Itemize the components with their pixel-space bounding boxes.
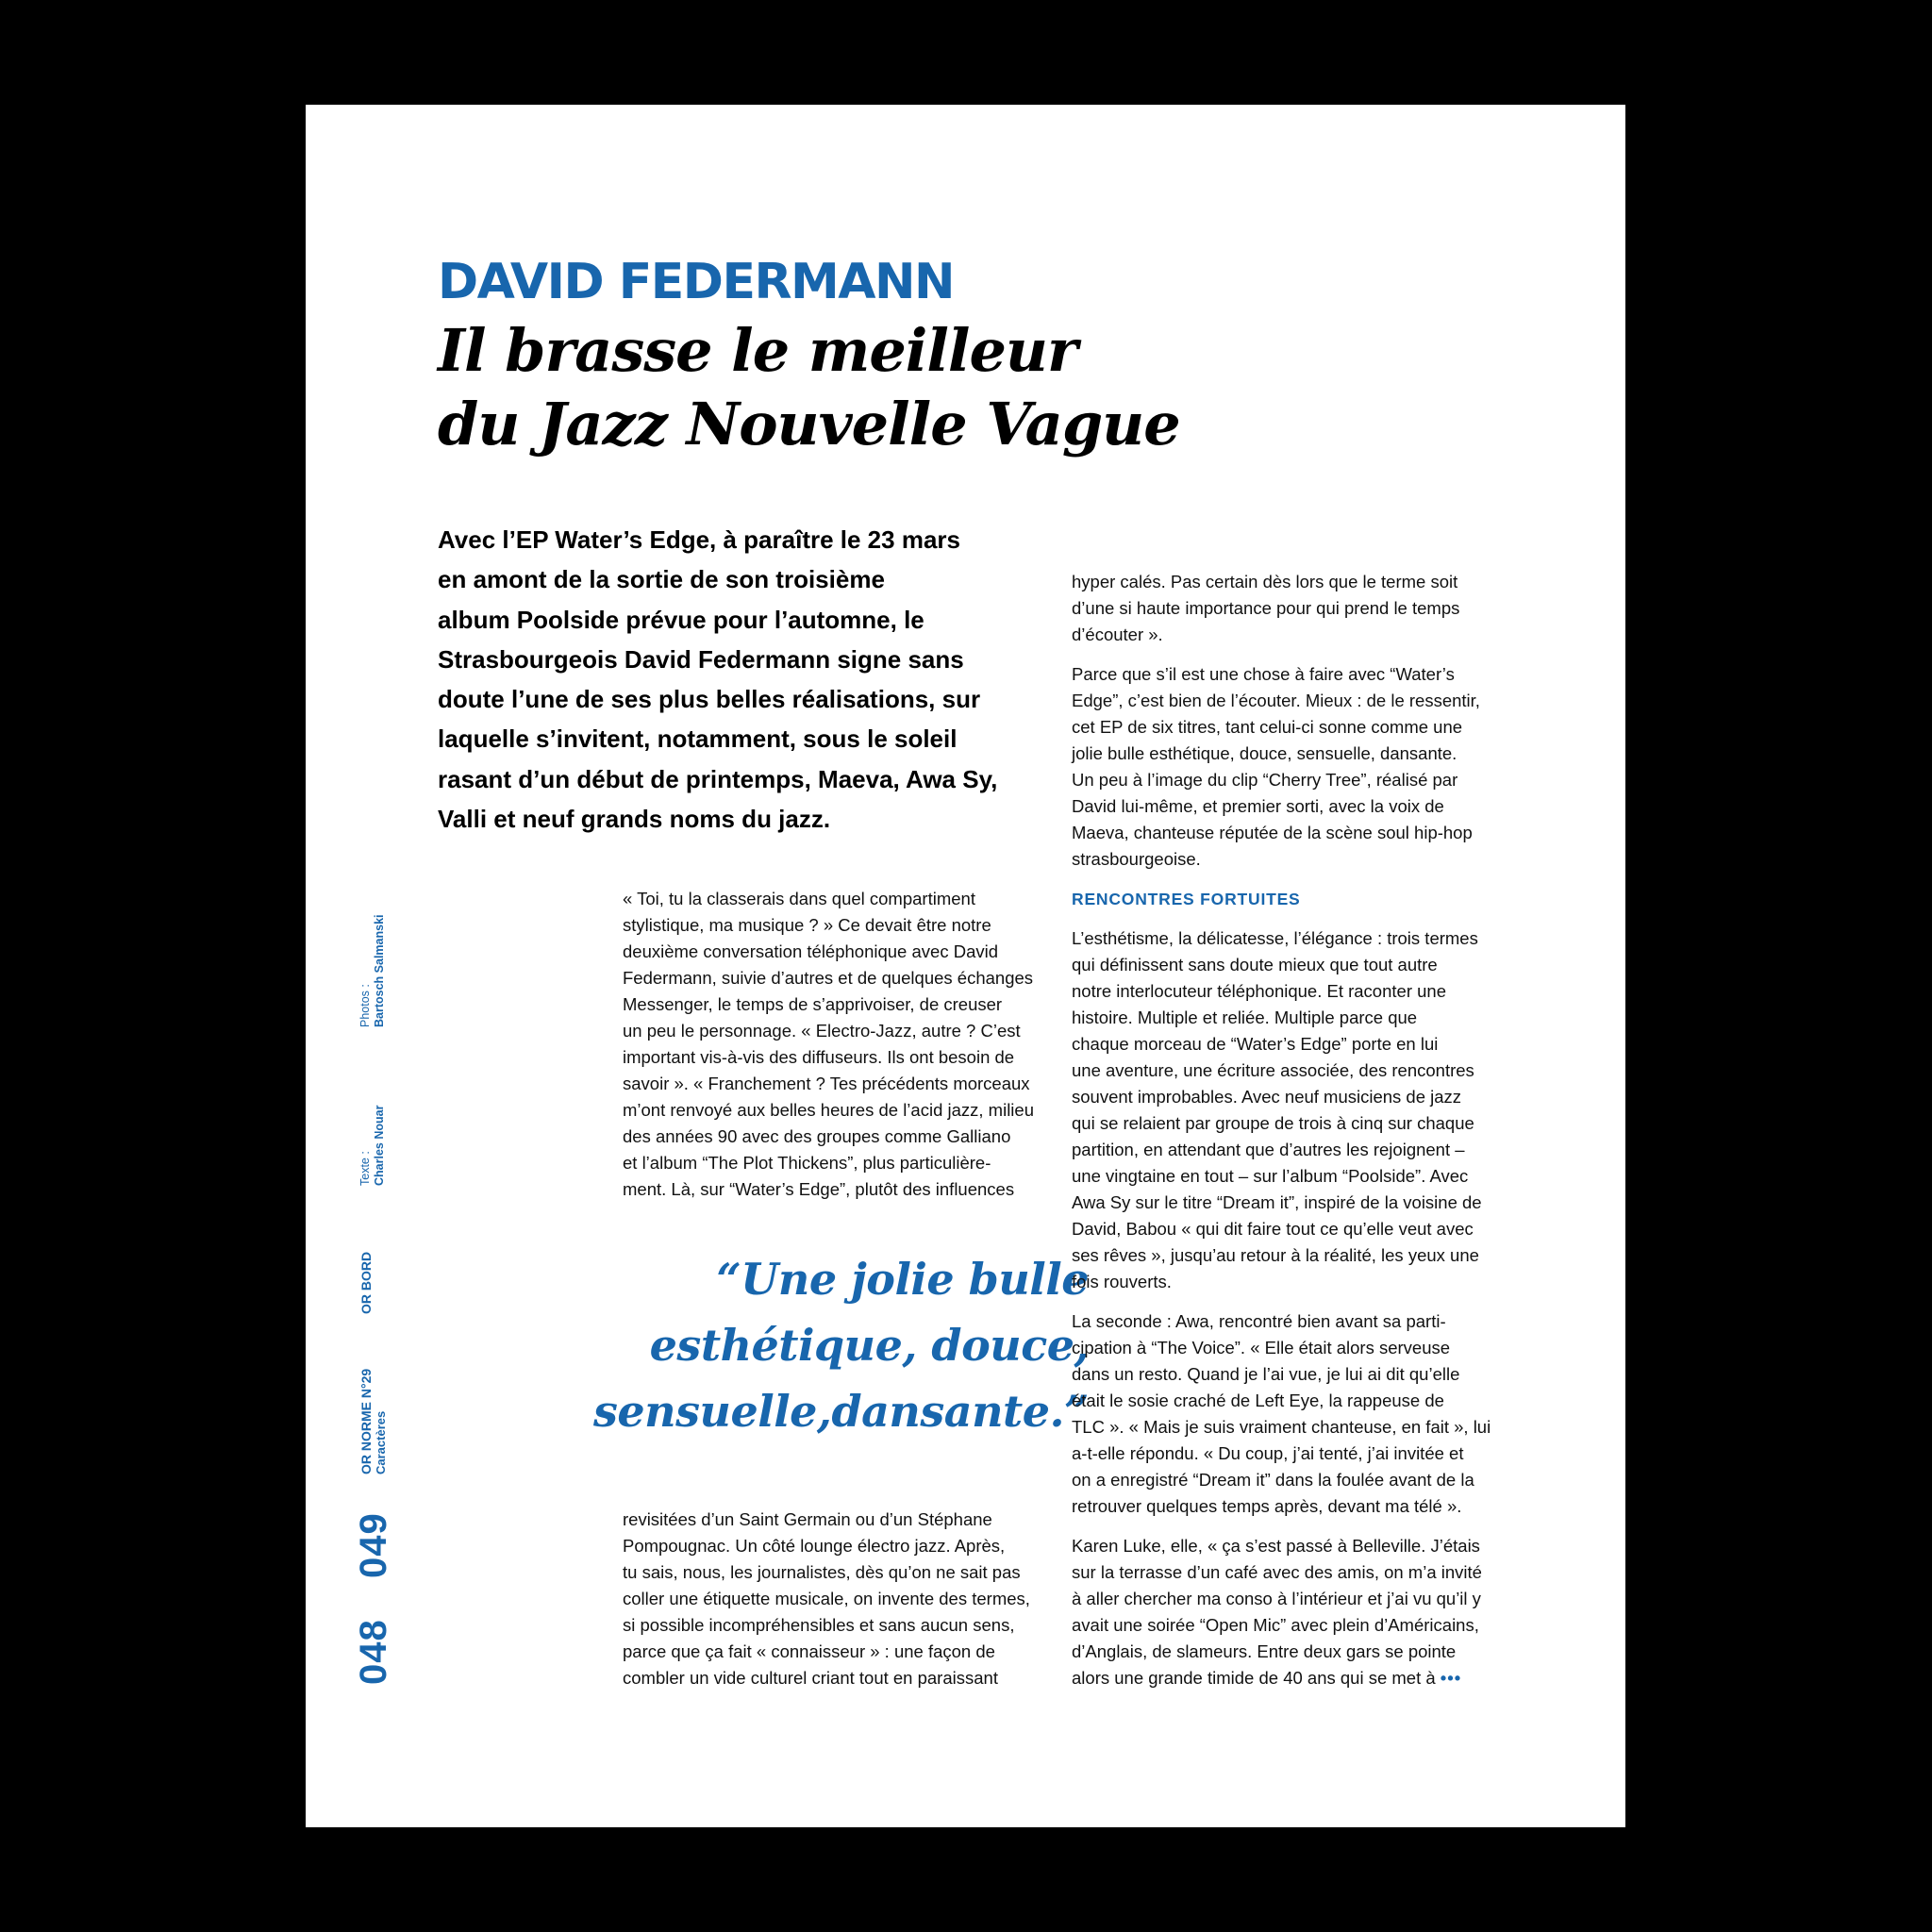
text-line: coller une étiquette musicale, on invente des termes, [623, 1589, 1030, 1608]
text-line: Un peu à l’image du clip “Cherry Tree”, réalisé par [1072, 770, 1458, 790]
text-line: Pompougnac. Un côté lounge électro jazz. Après, [623, 1536, 1006, 1556]
paragraph [623, 1507, 1066, 1691]
text-line: David, Babou « qui dit faire tout ce qu’elle veut avec [1072, 1219, 1474, 1239]
text-line: L’esthétisme, la délicatesse, l’élégance : trois termes [1072, 928, 1478, 948]
text-line: ment. Là, sur “Water’s Edge”, plutôt des influences [623, 1179, 1015, 1199]
magazine-issue [358, 1369, 389, 1474]
text-line: chaque morceau de “Water’s Edge” porte en lui [1072, 1034, 1439, 1054]
lead-line: rasant d’un début de printemps, Maeva, Awa Sy, [438, 764, 998, 793]
body-column-left-bottom [623, 1507, 1066, 1705]
paragraph [1072, 661, 1515, 873]
text-line: tu sais, nous, les journalistes, dès qu’on ne sait pas [623, 1562, 1021, 1582]
text-line: strasbourgeoise. [1072, 849, 1201, 869]
lead-line: doute l’une de ses plus belles réalisations, sur [438, 685, 981, 714]
paragraph [623, 886, 1066, 1203]
lead-line: Valli et neuf grands noms du jazz. [438, 805, 831, 834]
page-number-left: 048 [353, 1619, 394, 1685]
paragraph [1072, 1308, 1515, 1520]
paragraph [1072, 569, 1515, 648]
text-line: jolie bulle esthétique, douce, sensuelle, dansante. [1072, 743, 1457, 763]
section-label: OR BORD [358, 1251, 374, 1314]
page-number-right: 049 [353, 1512, 394, 1578]
pull-quote-line: sensuelle,dansante.” [593, 1386, 1089, 1437]
text-line: à aller chercher ma conso à l’intérieur et j’ai vu qu’il y [1072, 1589, 1481, 1608]
article-lead [438, 520, 1060, 839]
continue-marker-icon: ••• [1440, 1668, 1462, 1688]
text-credit [358, 1106, 387, 1186]
text-line: un peu le personnage. « Electro-Jazz, autre ? C’est [623, 1021, 1021, 1041]
text-line: combler un vide culturel criant tout en paraissant [623, 1668, 998, 1688]
text-line: d’une si haute importance pour qui prend le temps [1072, 598, 1460, 618]
text-line: m’ont renvoyé aux belles heures de l’acid jazz, milieu [623, 1100, 1034, 1120]
article-kicker: DAVID FEDERMANN [438, 254, 955, 310]
text-line: notre interlocuteur téléphonique. Et raconter une [1072, 981, 1446, 1001]
magazine-page [306, 105, 1625, 1827]
text-line: cet EP de six titres, tant celui-ci sonne comme une [1072, 717, 1463, 737]
text-line: David lui-même, et premier sorti, avec la voix de [1072, 796, 1444, 816]
magazine-issue-label: OR NORME N°29 [358, 1368, 374, 1474]
lead-line: en amont de la sortie de son troisième [438, 565, 885, 594]
text-line: d’Anglais, de slameurs. Entre deux gars se pointe [1072, 1641, 1457, 1661]
lead-line: laquelle s’invitent, notamment, sous le soleil [438, 724, 958, 754]
text-line: si possible incompréhensibles et sans aucun sens, [623, 1615, 1015, 1635]
text-line: ses rêves », jusqu’au retour à la réalité, les yeux une [1072, 1245, 1479, 1265]
pull-quote [485, 1246, 1089, 1444]
text-line: revisitées d’un Saint Germain ou d’un Stéphane [623, 1509, 992, 1529]
text-line: Parce que s’il est une chose à faire avec “Water’s [1072, 664, 1455, 684]
text-line: partition, en attendant que d’autres les rejoignent – [1072, 1140, 1465, 1159]
text-line: qui définissent sans doute mieux que tout autre [1072, 955, 1438, 974]
text-line: qui se relaient par groupe de trois à cinq sur chaque [1072, 1113, 1474, 1133]
lead-line: album Poolside prévue pour l’automne, le [438, 605, 924, 634]
body-column-right [1072, 569, 1515, 1705]
text-line: Edge”, c’est bien de l’écouter. Mieux : de le ressentir, [1072, 691, 1480, 710]
text-line: Federmann, suivie d’autres et de quelques échanges [623, 968, 1034, 988]
text-line: deuxième conversation téléphonique avec David [623, 941, 999, 961]
text-line: souvent improbables. Avec neuf musiciens de jazz [1072, 1087, 1462, 1107]
text-line: et l’album “The Plot Thickens”, plus particulière- [623, 1153, 991, 1173]
pull-quote-line: “Une jolie bulle [716, 1254, 1089, 1305]
paragraph [1072, 1533, 1515, 1691]
text-line: « Toi, tu la classerais dans quel compartiment [623, 889, 975, 908]
text-line: était le sosie craché de Left Eye, la rappeuse de [1072, 1391, 1444, 1410]
text-line [1072, 1665, 1515, 1691]
text-line: avait une soirée “Open Mic” avec plein d’Américains, [1072, 1615, 1479, 1635]
text-line: important vis-à-vis des diffuseurs. Ils ont besoin de [623, 1047, 1015, 1067]
title-line: du Jazz Nouvelle Vague [438, 390, 1180, 458]
text-line: La seconde : Awa, rencontré bien avant sa parti- [1072, 1311, 1446, 1331]
body-column-left-top [623, 886, 1066, 1216]
text-credit-name: Charles Nouar [373, 1105, 386, 1186]
text-line: Awa Sy sur le titre “Dream it”, inspiré de la voisine de [1072, 1192, 1482, 1212]
text-line: dans un resto. Quand je l’ai vue, je lui ai dit qu’elle [1072, 1364, 1460, 1384]
text-line: d’écouter ». [1072, 625, 1163, 644]
text-line: retrouver quelques temps après, devant ma télé ». [1072, 1496, 1462, 1516]
text-line: savoir ». « Franchement ? Tes précédents morceaux [623, 1074, 1030, 1093]
text-line: une vingtaine en tout – sur l’album “Poolside”. Avec [1072, 1166, 1469, 1186]
text-line: histoire. Multiple et reliée. Multiple parce que [1072, 1008, 1418, 1027]
text-line: TLC ». « Mais je suis vraiment chanteuse, en fait », lui [1072, 1417, 1491, 1437]
text-credit-label: Texte : [358, 1151, 372, 1186]
text-line: hyper calés. Pas certain dès lors que le terme soit [1072, 572, 1458, 591]
text-line: une aventure, une écriture associée, des rencontres [1072, 1060, 1474, 1080]
lead-line: Strasbourgeois David Federmann signe sans [438, 644, 964, 674]
magazine-issue-sub: Caractères [374, 1410, 388, 1474]
text-line: Messenger, le temps de s’apprivoiser, de creuser [623, 994, 1003, 1014]
text-line: cipation à “The Voice”. « Elle était alors serveuse [1072, 1338, 1451, 1357]
photo-credit-name: Bartosch Salmanski [373, 914, 386, 1027]
text-line: on a enregistré “Dream it” dans la foulée avant de la [1072, 1470, 1474, 1490]
photo-credit [358, 915, 387, 1028]
text-line: Maeva, chanteuse réputée de la scène soul hip-hop [1072, 823, 1473, 842]
title-line: Il brasse le meilleur [438, 316, 1077, 385]
text-fragment: alors une grande timide de 40 ans qui se met à [1072, 1668, 1436, 1688]
paragraph [1072, 925, 1515, 1295]
text-line: parce que ça fait « connaisseur » : une façon de [623, 1641, 995, 1661]
text-line: fois rouverts. [1072, 1272, 1172, 1291]
photo-credit-label: Photos : [358, 984, 372, 1027]
article-title [438, 314, 1287, 461]
text-line: stylistique, ma musique ? » Ce devait être notre [623, 915, 991, 935]
text-line: sur la terrasse d’un café avec des amis, on m’a invité [1072, 1562, 1482, 1582]
pull-quote-line: esthétique, douce, [649, 1320, 1089, 1371]
lead-line: Avec l’EP Water’s Edge, à paraître le 23 mars [438, 525, 960, 554]
text-line: a-t-elle répondu. « Du coup, j’ai tenté, j’ai invitée et [1072, 1443, 1464, 1463]
section-subheading: RENCONTRES FORTUITES [1072, 890, 1301, 908]
text-line: Karen Luke, elle, « ça s’est passé à Belleville. J’étais [1072, 1536, 1480, 1556]
text-line: des années 90 avec des groupes comme Galliano [623, 1126, 1011, 1146]
